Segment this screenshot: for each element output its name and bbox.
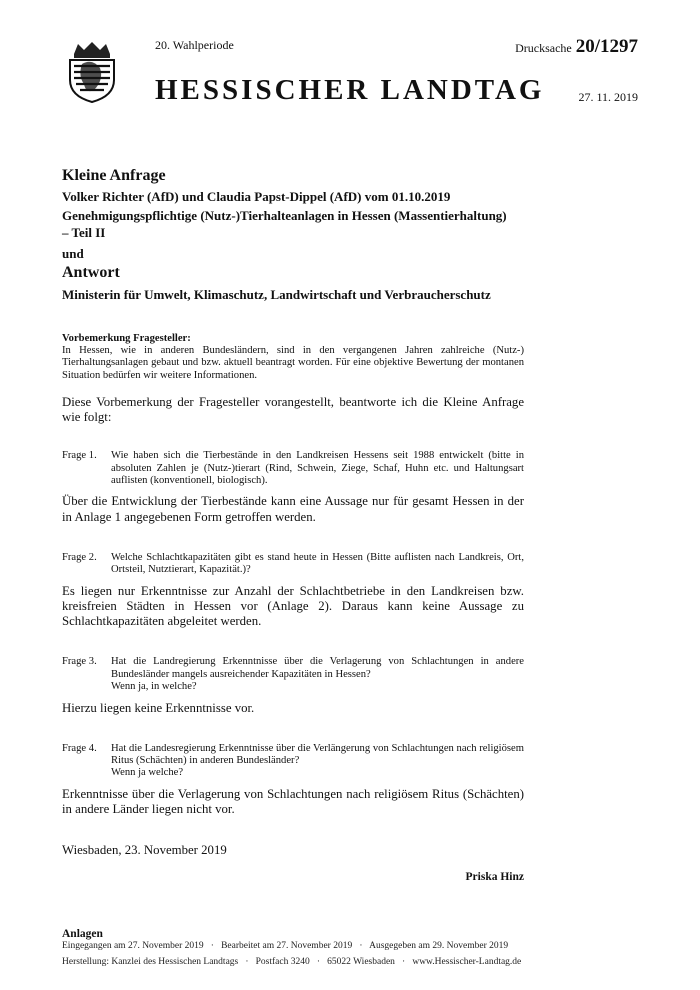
answer-4: Erkenntnisse über die Verlagerung von Schlachtungen nach religiösem Ritus (Schächten) in andere Länder liegen nicht vor. [62, 786, 524, 816]
question-label: Frage 3. [62, 656, 97, 668]
question-label: Frage 1. [62, 450, 97, 462]
answer-1: Über die Entwicklung der Tierbestände kann eine Aussage nur für gesamt Hessen in der in Anlage 1 angegebenen Form getroffen werden. [62, 494, 524, 524]
document-date: 27. 11. 2019 [578, 90, 638, 104]
footer [62, 938, 532, 970]
antwort-heading: Antwort [62, 264, 120, 281]
question-1 [62, 450, 524, 487]
question-4 [62, 743, 524, 780]
footer-line-1: Eingegangen am 27. November 2019 · Bearbeitet am 27. November 2019 · Ausgegeben am 29. November 2019 [62, 941, 509, 951]
vorbemerkung-text: In Hessen, wie in anderen Bundesländern, sind in den vergangenen Jahren zahlreiche (Nutz-) Tierhaltungsanlagen gebaut und bzw. aktuell beantragt worden. Für eine objektive Bewertung der montanen Situation bedürfen wir weitere Informationen. [62, 345, 524, 381]
signature-name: Priska Hinz [465, 871, 524, 884]
ministry-line: Ministerin für Umwelt, Klimaschutz, Landwirtschaft und Verbraucherschutz [62, 287, 491, 302]
drucksache [515, 36, 638, 58]
drucksache-number: 20/1297 [575, 36, 638, 57]
signature-block [62, 843, 524, 858]
hessen-coat-of-arms-icon [64, 40, 120, 104]
und-line: und [62, 246, 84, 261]
question-3 [62, 656, 524, 693]
vorbemerkung-heading: Vorbemerkung Fragesteller: [62, 333, 191, 344]
question-text-main: Hat die Landregierung Erkenntnisse über die Verlagerung von Schlachtungen in andere Bundesländer mangels ausreichender Kapazitäten in Hessen? [111, 656, 524, 680]
anlagen-heading: Anlagen [62, 928, 103, 941]
title-block [62, 166, 642, 303]
question-label: Frage 2. [62, 551, 97, 563]
landtag-title: HESSISCHER LANDTAG [155, 74, 545, 106]
document-body [62, 332, 524, 940]
subject-line-2: – Teil II [62, 225, 106, 240]
question-text: Welche Schlachtkapazitäten gibt es stand heute in Hessen (Bitte auflisten nach Landkreis, Ort, Ortsteil, Nutztierart, Kapazität.)? [111, 551, 524, 576]
answer-3: Hierzu liegen keine Erkenntnisse vor. [62, 701, 255, 716]
kleine-anfrage-heading: Kleine Anfrage [62, 167, 166, 184]
vorbemerkung-answer: Diese Vorbemerkung der Fragesteller vorangestellt, beantworte ich die Kleine Anfrage wie folgt: [62, 394, 524, 425]
authors-line: Volker Richter (AfD) und Claudia Papst-Dippel (AfD) vom 01.10.2019 [62, 189, 451, 204]
subject-line-1: Genehmigungspflichtige (Nutz-)Tierhalteanlagen in Hessen (Massentierhaltung) [62, 208, 507, 223]
answer-2: Es liegen nur Erkenntnisse zur Anzahl der Schlachtbetriebe in den Landkreisen bzw. kreisfreien Städten in Hessen vor (Anlage 2). Daraus kann keine Aussage zu Schlachtkapazitäten abgeleitet werden. [62, 583, 524, 629]
wahlperiode: 20. Wahlperiode [155, 38, 234, 52]
question-text: Wie haben sich die Tierbestände in den Landkreisen Hessens seit 1988 entwickelt (bitte in absoluten Zahlen je (Nutz-)tierart (Rind, Schwein, Ziege, Schaf, Huhn etc. und Haltungsart auflisten (konventionell, biologisch). [111, 450, 524, 487]
question-2 [62, 552, 524, 577]
question-text-main: Hat die Landesregierung Erkenntnisse über die Verlängerung von Schlachtungen nach religiösem Ritus (Schächten) in anderen Bundesländer? [111, 742, 524, 766]
question-label: Frage 4. [62, 742, 97, 754]
place-date: Wiesbaden, 23. November 2019 [62, 843, 227, 858]
drucksache-label: Drucksache [515, 41, 572, 55]
question-text-followup: Wenn ja, in welche? [111, 681, 197, 693]
question-text [111, 743, 524, 780]
footer-line-2: Herstellung: Kanzlei des Hessischen Landtags · Postfach 3240 · 65022 Wiesbaden · www.Hessischer-Landtag.de [62, 957, 522, 967]
question-text-followup: Wenn ja welche? [111, 767, 184, 779]
question-text [111, 656, 524, 693]
